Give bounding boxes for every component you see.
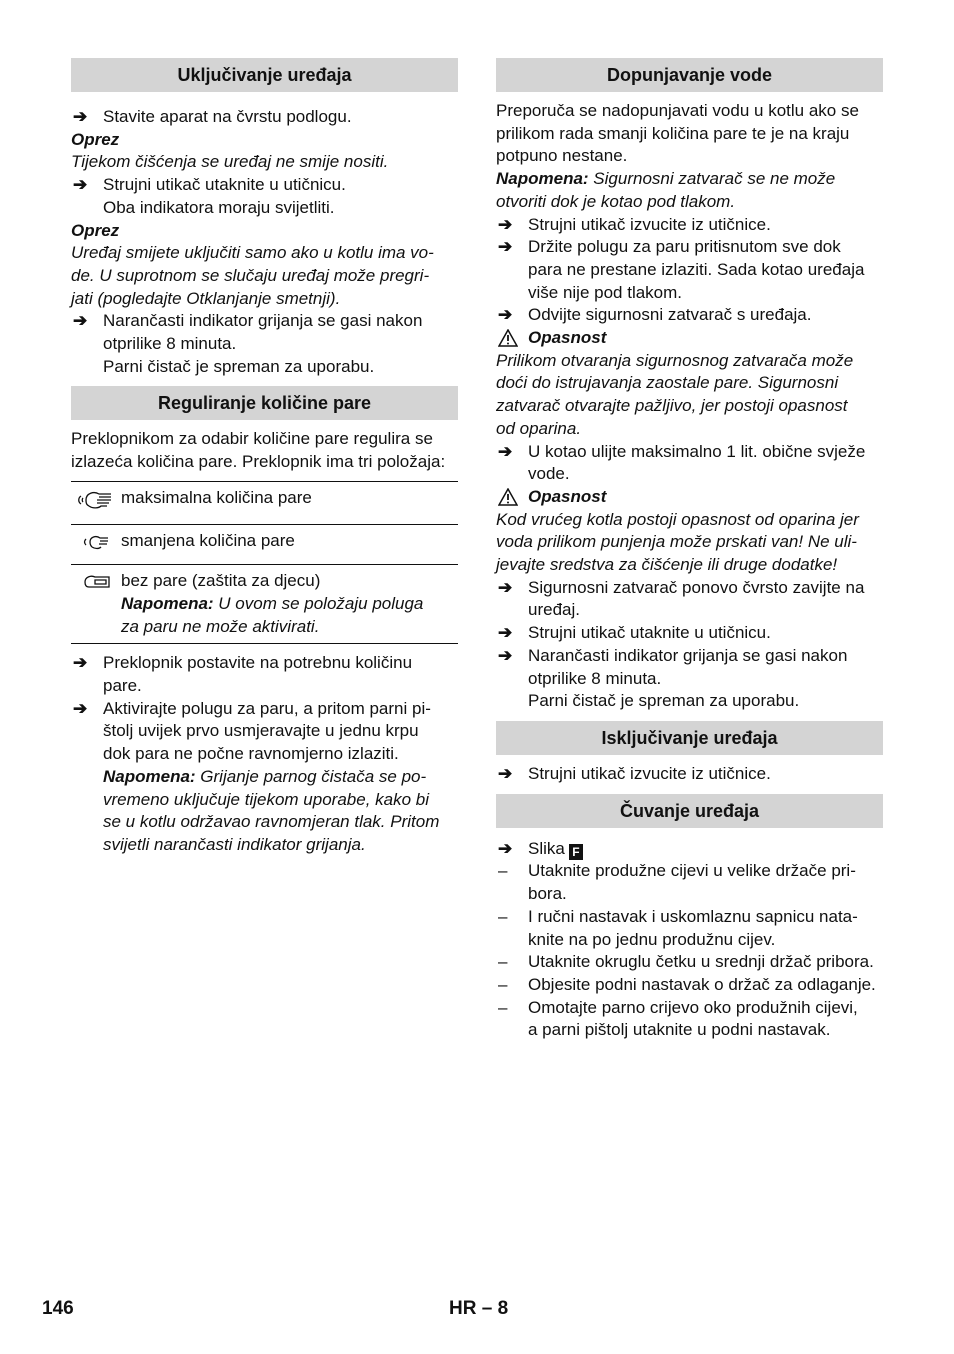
caution-text: Tijekom čišćenja se uređaj ne smije nositi. <box>71 152 389 172</box>
arrow-icon: ➔ <box>498 305 513 325</box>
instruction-step: ➔ Strujni utikač izvucite iz utičnice. <box>496 214 883 237</box>
caution-label: Oprez <box>71 129 120 149</box>
list-item: – Utaknite produžne cijevi u velike držače pri- bora. <box>498 861 856 904</box>
danger-text: Prilikom otvaranja sigurnosnog zatvarača može doći do istrujavanja zaostale pare. Sigurnosni zatvarač otvarajte pažljivo, jer postoji opasnost od oparina. <box>496 350 854 438</box>
instruction-step: ➔ Sigurnosni zatvarač ponovo čvrsto zavijte na uređaj. <box>498 577 865 620</box>
instruction-step: ➔ Stavite aparat na čvrstu podlogu. <box>71 106 458 129</box>
no-steam-icon <box>71 565 121 644</box>
instruction-step: ➔ Strujni utikač izvucite iz utičnice. <box>496 763 883 786</box>
section-heading-switch-on: Uključivanje uređaja <box>71 58 458 92</box>
warning-triangle-icon <box>498 329 518 347</box>
arrow-icon: ➔ <box>73 311 88 331</box>
note: Napomena: Grijanje parnog čistača se po- vremeno uključuje tijekom uporabe, kako bi se u kotlu održavao ravnomjeran tlak. Pritom svijetli narančasti indikator grijanja. <box>103 766 440 854</box>
instruction-result: Oba indikatora moraju svijetliti. <box>103 197 335 217</box>
section-heading-switch-off: Isključivanje uređaja <box>496 721 883 755</box>
paragraph: Preklopnikom za odabir količine pare regulira se izlazeća količina pare. Preklopnik ima tri položaja: <box>71 429 446 472</box>
arrow-icon: ➔ <box>73 175 88 195</box>
paragraph: Preporuča se nadopunjavati vodu u kotlu ako se prilikom rada smanji količina pare te je na kraju potpuno nestane. <box>496 101 859 166</box>
caution-label: Oprez <box>71 220 120 240</box>
arrow-icon: ➔ <box>498 623 513 643</box>
instruction-step: ➔ U kotao ulijte maksimalno 1 lit. obične svježe vode. <box>498 441 866 484</box>
caution-text: Uređaj smijete uključiti samo ako u kotlu ima vo- de. U suprotnom se slučaju uređaj može pregri- jati (pogledajte Otklanjanje smetnji). <box>71 243 434 308</box>
arrow-icon: ➔ <box>498 763 513 783</box>
arrow-icon: ➔ <box>498 441 513 461</box>
warning-triangle-icon <box>498 488 518 506</box>
table-row <box>71 481 458 524</box>
list-item: – I ručni nastavak i uskomlaznu sapnicu nata- knite na po jednu produžnu cijev. <box>498 906 858 949</box>
arrow-icon: ➔ <box>73 698 88 718</box>
table-note: Napomena: U ovom se položaju poluga <box>121 593 424 613</box>
arrow-icon: ➔ <box>498 645 513 665</box>
section-code: HR – 8 <box>449 1298 509 1319</box>
instruction-step: ➔ Aktivirajte polugu za paru, a pritom parni pi- štolj uvijek prvo usmjeravajte u jednu krpu dok para ne počne ravnomjerno izlaziti. <box>73 698 431 764</box>
figure-reference-badge: F <box>569 844 583 860</box>
list-item: – Objesite podni nastavak o držač za odlaganje. <box>498 974 876 994</box>
max-steam-icon <box>71 481 121 524</box>
instruction-result: Parni čistač je spreman za uporabu. <box>103 356 375 376</box>
table-cell: smanjena količina pare <box>121 524 458 565</box>
section-heading-water-refill: Dopunjavanje vode <box>496 58 883 92</box>
arrow-icon: ➔ <box>498 577 513 597</box>
danger-text: Kod vrućeg kotla postoji opasnost od oparina jer voda prilikom punjenja može prskati van! Ne uli- jevajte sredstva za čišćenje ili druge dodatke! <box>496 509 859 575</box>
instruction-result: Parni čistač je spreman za uporabu. <box>528 691 800 711</box>
instruction-step: ➔ Strujni utikač utaknite u utičnicu. <box>496 622 883 645</box>
list-item: – Omotajte parno crijevo oko produžnih cijevi, a parni pištolj utaknite u podni nastavak. <box>498 997 858 1040</box>
arrow-icon: ➔ <box>73 653 88 673</box>
instruction-step: ➔ Držite polugu za paru pritisnutom sve dok para ne prestane izlaziti. Sada kotao uređaja više nije pod tlakom. <box>498 237 865 302</box>
arrow-icon: ➔ <box>498 214 513 234</box>
arrow-icon: ➔ <box>498 237 513 257</box>
switch-positions-table <box>71 481 458 645</box>
section-heading-steam-regulation: Reguliranje količine pare <box>71 386 458 420</box>
page-number: 146 <box>42 1298 74 1319</box>
table-row <box>71 565 458 644</box>
instruction-step: ➔ Preklopnik postavite na potrebnu količinu pare. <box>73 653 413 696</box>
instruction-step: ➔ Narančasti indikator grijanja se gasi nakon otprilike 8 minuta. <box>73 311 423 354</box>
instruction-step: ➔ Odvijte sigurnosni zatvarač s uređaja. <box>496 304 883 327</box>
instruction-step: ➔ Strujni utikač utaknite u utičnicu. <box>71 174 458 197</box>
danger-label: Opasnost <box>496 327 883 350</box>
instruction-step: ➔ Slika F <box>496 838 883 861</box>
left-column <box>71 58 458 857</box>
arrow-icon: ➔ <box>498 838 513 858</box>
danger-label: Opasnost <box>496 486 883 509</box>
right-column <box>496 58 883 1042</box>
reduced-steam-icon <box>71 524 121 565</box>
table-cell: maksimalna količina pare <box>121 487 312 507</box>
section-heading-storage: Čuvanje uređaja <box>496 794 883 828</box>
table-cell: bez pare (zaštita za djecu) Napomena: U ovom se položaju poluga za paru ne može aktivirati. <box>121 565 458 644</box>
instruction-step: ➔ Narančasti indikator grijanja se gasi nakon otprilike 8 minuta. <box>498 645 848 688</box>
arrow-icon: ➔ <box>73 107 88 126</box>
table-row <box>71 524 458 565</box>
note: Napomena: Sigurnosni zatvarač se ne može otvoriti dok je kotao pod tlakom. <box>496 169 836 211</box>
list-item: – Utaknite okruglu četku u srednji držač pribora. <box>498 952 874 972</box>
